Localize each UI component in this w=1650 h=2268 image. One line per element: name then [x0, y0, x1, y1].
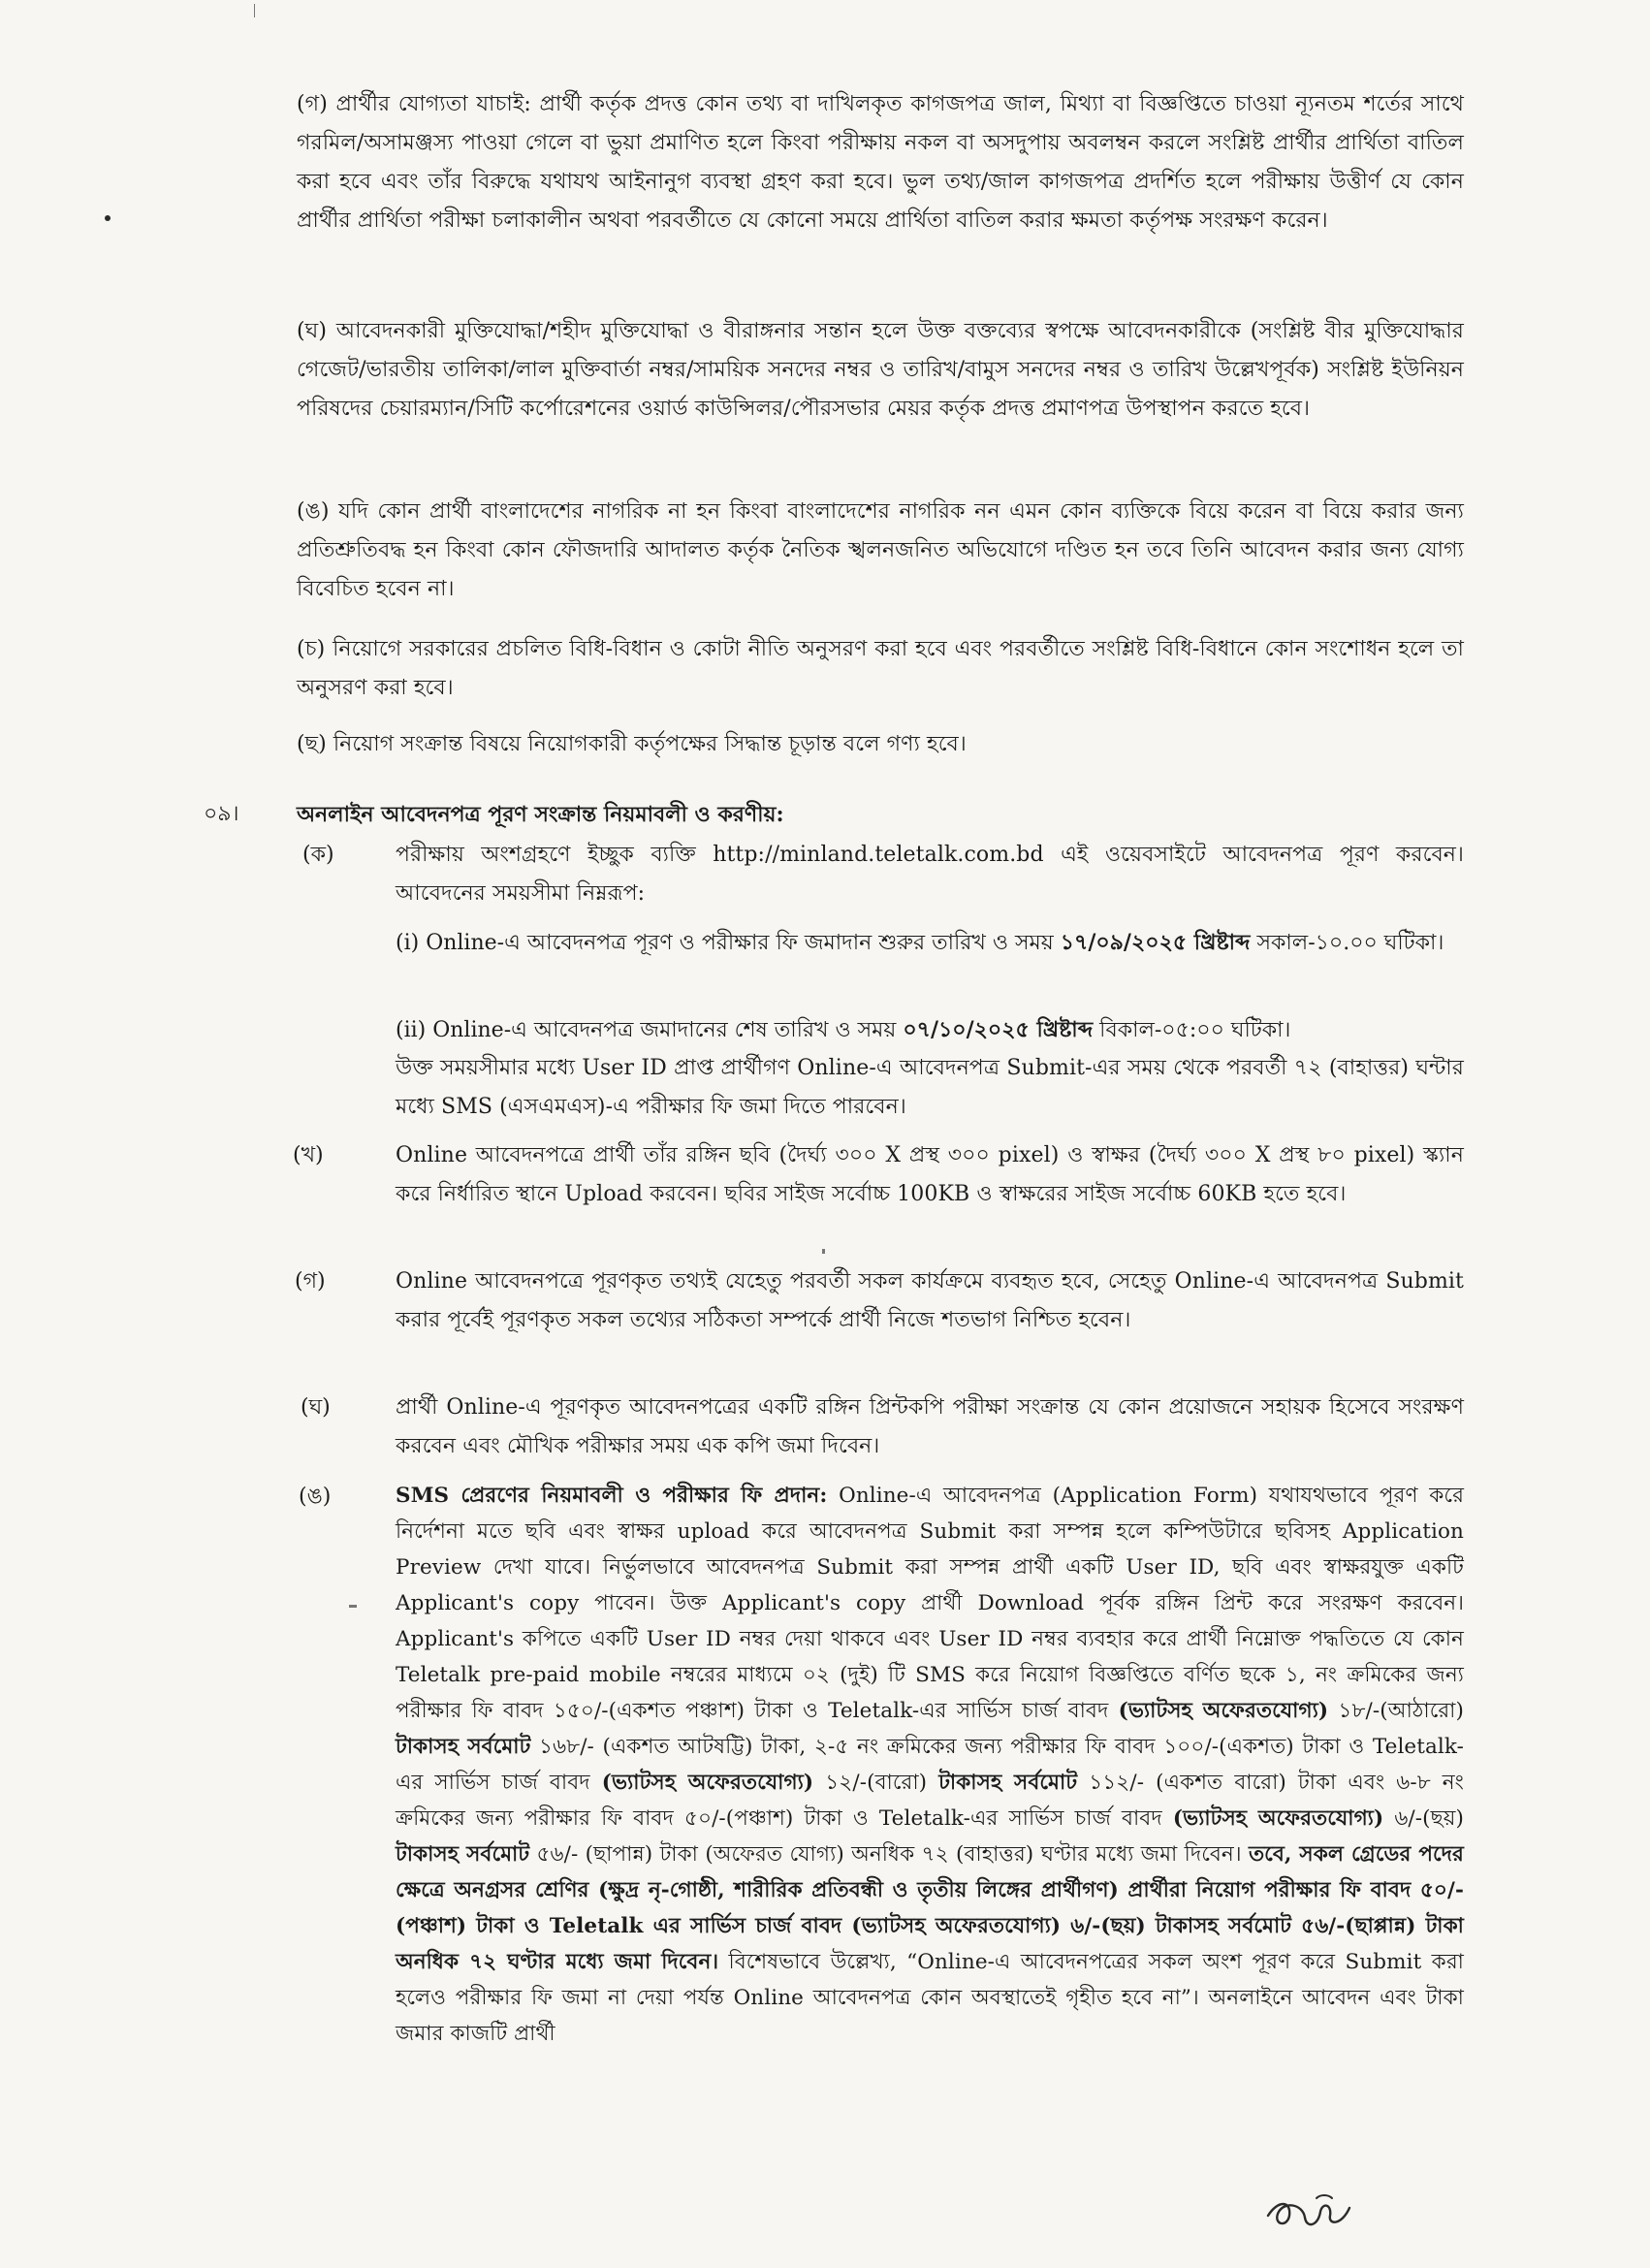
- sms-rules-text-1: Online-এ আবেদনপত্র (Application Form) যথাযথভাবে পূরণ করে নির্দেশনা মতে ছবি এবং স্বাক্ষর upload করে আবেদনপত্র Submit করা সম্পন্ন হলে কম্পিউটারে ছবিসহ Application Preview দেখা যাবে। নির্ভুলভাবে আবেদনপত্র Submit করা সম্পন্ন প্রার্থী একটি User ID, ছবি এবং স্বাক্ষরযুক্ত একটি Applicant's copy পাবেন। উক্ত Applicant's copy প্রার্থী Download পূর্বক রঙ্গিন প্রিন্ট করে সংরক্ষণ করবেন। Applicant's কপিতে একটি User ID নম্বর দেয়া থাকবে এবং User ID নম্বর ব্যবহার করে প্রার্থী নিম্নোক্ত পদ্ধতিতে যে কোন Teletalk pre-paid mobile নম্বরের মাধ্যমে ০২ (দুই) টি SMS করে নিয়োগ বিজ্ঞপ্তিতে বর্ণিত ছকে ১, নং ক্রমিকের জন্য পরীক্ষার ফি বাবদ ১৫০/-(একশত পঞ্চাশ) টাকা ও Teletalk-এর সার্ভিস চার্জ বাবদ: [396, 1484, 1464, 1723]
- sub-i-date: ১৭/০৯/২০২৫ খ্রিষ্টাব্দ: [1060, 930, 1251, 955]
- sms-rules-text-4: ৫৬/- (ছাপান্ন) টাকা (অফেরত যোগ্য) অনধিক ৭২ (বাহাত্তর) ঘণ্টার মধ্যে জমা দিবেন।: [529, 1842, 1249, 1867]
- sub-ii-time: বিকাল-০৫:০০ ঘটিকা।: [1093, 1018, 1291, 1042]
- scan-speck: [254, 4, 255, 17]
- item-uma-text: [396, 1478, 1464, 2052]
- item-ka-sub-ii: [396, 1010, 1464, 1050]
- item-label-ka: (ক): [302, 843, 334, 867]
- item-label-ga: (গ): [295, 1269, 326, 1294]
- item-label-gha: (ঘ): [301, 1395, 331, 1420]
- sms-rules-text-2: ১৬৮/- (একশত আটষট্টি) টাকা, ২-৫ নং ক্রমিকের জন্য পরীক্ষার ফি বাবদ ১০০/-(একশত) টাকা ও Teletalk-এর সার্ভিস চার্জ বাবদ: [396, 1735, 1464, 1795]
- section-heading: অনলাইন আবেদনপত্র পূরণ সংক্রান্ত নিয়মাবলী ও করণীয়:: [297, 802, 784, 827]
- item-ka-sub-ii-cont: উক্ত সময়সীমার মধ্যে User ID প্রাপ্ত প্রার্থীগণ Online-এ আবেদনপত্র Submit-এর সময় থেকে পরবর্তী ৭২ (বাহাত্তর) ঘন্টার মধ্যে SMS (এসএমএস)-এ পরীক্ষার ফি জমা দিতে পারবেন।: [396, 1056, 1464, 1119]
- item-label-uma: (ঙ): [299, 1485, 332, 1509]
- clause-gha: (ঘ) আবেদনকারী মুক্তিযোদ্ধা/শহীদ মুক্তিযোদ্ধা ও বীরাঙ্গনার সন্তান হলে উক্ত বক্তব্যের স্বপক্ষে আবেদনকারীকে (সংশ্লিষ্ট বীর মুক্তিযোদ্ধার গেজেট/ভারতীয় তালিকা/লাল মুক্তিবার্তা নম্বর/সাময়িক সনদের নম্বর ও তারিখ/বামুস সনদের নম্বর ও তারিখ উল্লেখপূর্বক) সংশ্লিষ্ট ইউনিয়ন পরিষদের চেয়ারম্যান/সিটি কর্পোরেশনের ওয়ার্ড কাউন্সিলর/পৌরসভার মেয়র কর্তৃক প্রদত্ত প্রমাণপত্র উপস্থাপন করতে হবে।: [297, 319, 1464, 421]
- sub-i-time: সকাল-১০.০০ ঘটিকা।: [1250, 931, 1444, 955]
- charge-2: ১২/-(বারো): [813, 1771, 939, 1795]
- scan-speck: [822, 1249, 825, 1254]
- charge-1: ১৮/-(আঠারো): [1328, 1699, 1464, 1723]
- item-gha-text: প্রার্থী Online-এ পূরণকৃত আবেদনপত্রের একটি রঙ্গিন প্রিন্টকপি পরীক্ষা সংক্রান্ত যে কোন প্রয়োজনে সহায়ক হিসেবে সংরক্ষণ করবেন এবং মৌখিক পরীক্ষার সময় এক কপি জমা দিবেন।: [396, 1395, 1464, 1458]
- vat-note-3: (ভ্যাটসহ অফেরতযোগ্য): [1172, 1806, 1384, 1831]
- scan-speck: [349, 1605, 357, 1608]
- total-label-2: টাকাসহ সর্বমোট: [938, 1771, 1078, 1795]
- sub-i-text: (i) Online-এ আবেদনপত্র পূরণ ও পরীক্ষার ফি জমাদান শুরুর তারিখ ও সময়: [396, 931, 1061, 955]
- sms-rules-text-3: ১১২/- (একশত বারো) টাকা এবং ৬-৮ নং ক্রমিকের জন্য পরীক্ষার ফি বাবদ ৫০/-(পঞ্চাশ) টাকা ও Teletalk-এর সার্ভিস চার্জ বাবদ: [396, 1771, 1464, 1831]
- charge-3: ৬/-(ছয়): [1383, 1806, 1465, 1831]
- item-label-kha: (খ): [293, 1143, 324, 1167]
- vat-note-1: (ভ্যাটসহ অফেরতযোগ্য): [1118, 1699, 1329, 1723]
- total-label-3: টাকাসহ সর্বমোট: [396, 1842, 530, 1867]
- signature-initials-icon: [1260, 2187, 1367, 2235]
- special-note: বিশেষভাবে উল্লেখ্য, “Online-এ আবেদনপত্রের সকল অংশ পূরণ করে Submit করা হলেও পরীক্ষার ফি জমা না দেয়া পর্যন্ত Online আবেদনপত্র কোন অবস্থাতেই গৃহীত হবে না”। অনলাইনে আবেদন এবং টাকা জমার কাজটি প্রার্থী: [396, 1950, 1464, 2046]
- backward-class-note: তবে, সকল গ্রেডের পদের ক্ষেত্রে অনগ্রসর শ্রেণির (ক্ষুদ্র নৃ-গোষ্ঠী, শারীরিক প্রতিবন্ধী ও তৃতীয় লিঙ্গের প্রার্থীগণ) প্রার্থীরা নিয়োগ পরীক্ষার ফি বাবদ ৫০/-(পঞ্চাশ) টাকা ও Teletalk এর সার্ভিস চার্জ বাবদ (ভ্যাটসহ অফেরতযোগ্য) ৬/-(ছয়) টাকাসহ সর্বমোট ৫৬/-(ছাপ্পান্ন) টাকা অনধিক ৭২ ঘণ্টার মধ্যে জমা দিবেন।: [396, 1842, 1464, 1974]
- sms-rules-heading: SMS প্রেরণের নিয়মাবলী ও পরীক্ষার ফি প্রদান:: [396, 1484, 828, 1508]
- scan-dot: [105, 215, 111, 221]
- sub-ii-text: (ii) Online-এ আবেদনপত্র জমাদানের শেষ তারিখ ও সময়: [396, 1018, 904, 1042]
- clause-ga: (গ) প্রার্থীর যোগ্যতা যাচাই: প্রার্থী কর্তৃক প্রদত্ত কোন তথ্য বা দাখিলকৃত কাগজপত্র জাল, মিথ্যা বা বিজ্ঞপ্তিতে চাওয়া ন্যূনতম শর্তের সাথে গরমিল/অসামঞ্জস্য পাওয়া গেলে বা ভুয়া প্রমাণিত হলে কিংবা পরীক্ষায় নকল বা অসদুপায় অবলম্বন করলে সংশ্লিষ্ট প্রার্থীর প্রার্থিতা বাতিল করা হবে এবং তাঁর বিরুদ্ধে যথাযথ আইনানুগ ব্যবস্থা গ্রহণ করা হবে। ভুল তথ্য/জাল কাগজপত্র প্রদর্শিত হলে পরীক্ষায় উত্তীর্ণ যে কোন প্রার্থীর প্রার্থিতা পরীক্ষা চলাকালীন অথবা পরবর্তীতে যে কোনো সময়ে প্রার্থিতা বাতিল করার ক্ষমতা কর্তৃপক্ষ সংরক্ষণ করেন।: [297, 92, 1464, 233]
- section-number: ০৯।: [204, 802, 239, 826]
- clause-uma: (ঙ) যদি কোন প্রার্থী বাংলাদেশের নাগরিক না হন কিংবা বাংলাদেশের নাগরিক নন এমন কোন ব্যক্তিকে বিয়ে করেন বা বিয়ে করার জন্য প্রতিশ্রুতিবদ্ধ হন কিংবা কোন ফৌজদারি আদালত কর্তৃক নৈতিক স্খলনজনিত অভিযোগে দণ্ডিত হন তবে তিনি আবেদন করার জন্য যোগ্য বিবেচিত হবেন না।: [297, 499, 1464, 601]
- sub-ii-date: ০৭/১০/২০২৫ খ্রিষ্টাব্দ: [903, 1017, 1094, 1042]
- vat-note-2: (ভ্যাটসহ অফেরতযোগ্য): [601, 1771, 814, 1795]
- clause-cha: (চ) নিয়োগে সরকারের প্রচলিত বিধি-বিধান ও কোটা নীতি অনুসরণ করা হবে এবং পরবর্তীতে সংশ্লিষ্ট বিধি-বিধানে কোন সংশোধন হলে তা অনুসরণ করা হবে।: [297, 637, 1464, 700]
- clause-chha: (ছ) নিয়োগ সংক্রান্ত বিষয়ে নিয়োগকারী কর্তৃপক্ষের সিদ্ধান্ত চূড়ান্ত বলে গণ্য হবে।: [297, 732, 967, 756]
- item-ka-sub-i: [396, 923, 1464, 963]
- item-ka-text: পরীক্ষায় অংশগ্রহণে ইচ্ছুক ব্যক্তি http://minland.teletalk.com.bd এই ওয়েবসাইটে আবেদনপত্র পূরণ করবেন। আবেদনের সময়সীমা নিম্নরূপ:: [396, 843, 1464, 906]
- item-kha-text: Online আবেদনপত্রে প্রার্থী তাঁর রঙ্গিন ছবি (দৈর্ঘ্য ৩০০ X প্রস্থ ৩০০ pixel) ও স্বাক্ষর (দৈর্ঘ্য ৩০০ X প্রস্থ ৮০ pixel) স্ক্যান করে নির্ধারিত স্থানে Upload করবেন। ছবির সাইজ সর্বোচ্চ 100KB ও স্বাক্ষরের সাইজ সর্বোচ্চ 60KB হতে হবে।: [396, 1143, 1464, 1206]
- total-label-1: টাকাসহ সর্বমোট: [396, 1735, 531, 1759]
- item-ga-text: Online আবেদনপত্রে পূরণকৃত তথ্যই যেহেতু পরবর্তী সকল কার্যক্রমে ব্যবহৃত হবে, সেহেতু Online-এ আবেদনপত্র Submit করার পূর্বেই পূরণকৃত সকল তথ্যের সঠিকতা সম্পর্কে প্রার্থী নিজে শতভাগ নিশ্চিত হবেন।: [396, 1269, 1464, 1332]
